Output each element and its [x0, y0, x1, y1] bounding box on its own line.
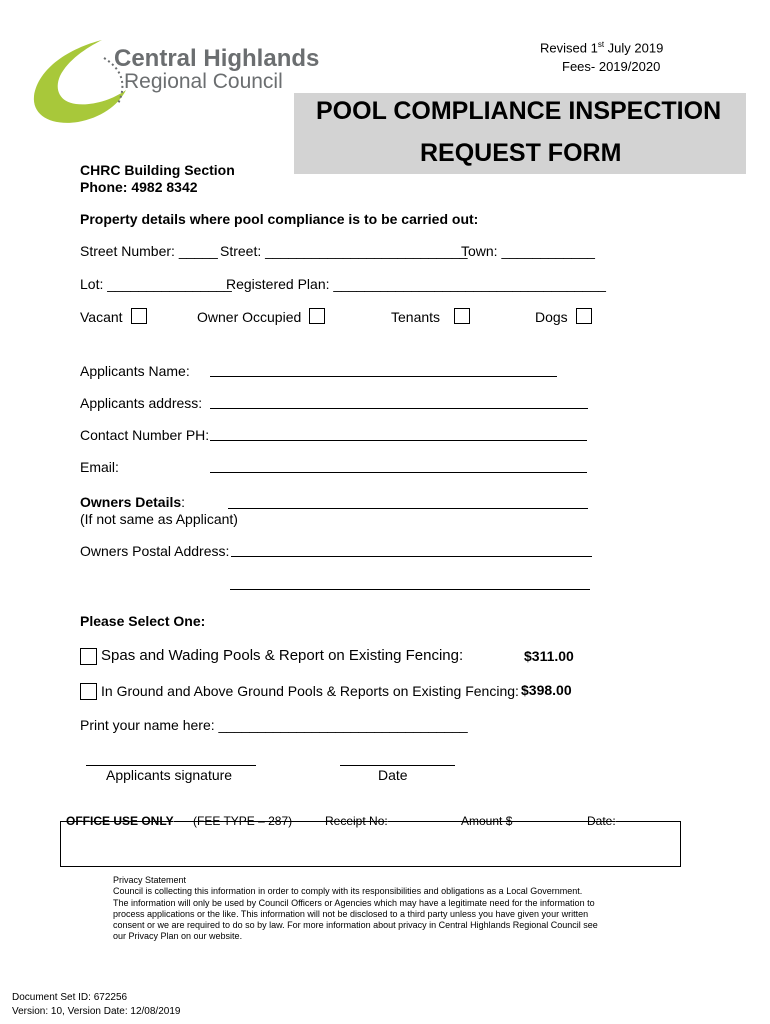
office-use-header: OFFICE USE ONLY — [66, 814, 174, 828]
office-fee-type: (FEE TYPE – 287) — [193, 814, 293, 828]
property-heading: Property details where pool compliance is to be carried out: — [80, 211, 479, 227]
inground-option-checkbox[interactable] — [80, 683, 97, 700]
dogs-label: Dogs — [535, 309, 568, 325]
privacy-line: our Privacy Plan on our website. — [113, 931, 243, 942]
contact-number-line[interactable] — [210, 440, 587, 441]
building-phone: Phone: 4982 8342 — [80, 179, 198, 195]
owners-postal-line-2[interactable] — [230, 589, 590, 590]
office-date: Date: — [587, 814, 616, 828]
privacy-line: process applications or the like. This information will not be disclosed to a third party unless you have given your written — [113, 908, 589, 919]
tenants-label: Tenants — [391, 309, 441, 325]
vacant-label: Vacant — [80, 309, 123, 325]
office-receipt: Receipt No: — [325, 814, 388, 828]
form-title-line1: POOL COMPLIANCE INSPECTION — [316, 97, 722, 125]
office-amount: Amount $ — [461, 814, 513, 828]
dogs-checkbox[interactable] — [576, 308, 592, 324]
privacy-line: consent or we are required to do so by law. For more information about privacy in Central Highlands Regional Council see — [113, 920, 598, 931]
applicant-signature-label: Applicants signature — [106, 767, 233, 783]
owners-postal-label: Owners Postal Address: — [80, 543, 230, 559]
fees-year: Fees- 2019/2020 — [562, 59, 661, 74]
street-number-field[interactable]: Street Number: _____ — [80, 243, 218, 259]
inground-option-price: $398.00 — [521, 682, 572, 698]
applicant-address-line[interactable] — [210, 408, 588, 409]
applicant-name-label: Applicants Name: — [80, 363, 190, 379]
street-field[interactable]: Street: __________________________ — [220, 243, 468, 259]
applicant-address-label: Applicants address: — [80, 395, 203, 411]
registered-plan-field[interactable]: Registered Plan: ___________________________________ — [226, 276, 606, 292]
vacant-checkbox[interactable] — [131, 308, 147, 324]
inground-option-label: In Ground and Above Ground Pools & Reports on Existing Fencing: — [101, 683, 519, 699]
email-label: Email: — [80, 459, 119, 475]
contact-number-label: Contact Number PH: — [80, 427, 210, 443]
owners-note: (If not same as Applicant) — [80, 511, 238, 527]
revision-date: Revised 1st July 2019 — [540, 40, 664, 56]
print-name-field[interactable]: Print your name here: ________________________________ — [80, 717, 468, 733]
owner-occupied-label: Owner Occupied — [197, 309, 302, 325]
form-title-line2: REQUEST FORM — [420, 139, 622, 167]
privacy-line: Council is collecting this information in order to comply with its responsibilities and obligations as a Local Government. — [113, 886, 583, 897]
privacy-line: The information will only be used by Council Officers or Agencies which may have a legitimate need for the information to — [113, 897, 595, 908]
logo-name-line2: Regional Council — [124, 70, 283, 93]
date-line[interactable] — [340, 765, 455, 766]
privacy-heading: Privacy Statement — [113, 875, 187, 885]
document-version: Version: 10, Version Date: 12/08/2019 — [12, 1006, 181, 1017]
date-label: Date — [378, 767, 408, 783]
title-box — [294, 93, 746, 174]
owner-occupied-checkbox[interactable] — [309, 308, 325, 324]
document-set-id: Document Set ID: 672256 — [12, 992, 128, 1003]
logo-name-line1: Central Highlands — [114, 45, 320, 72]
spas-option-label: Spas and Wading Pools & Report on Existing Fencing: — [101, 647, 464, 664]
tenants-checkbox[interactable] — [454, 308, 470, 324]
privacy-statement — [113, 875, 598, 943]
owners-details-line[interactable] — [228, 508, 588, 509]
select-heading: Please Select One: — [80, 613, 206, 629]
applicant-name-line[interactable] — [210, 376, 557, 377]
owners-postal-line-1[interactable] — [231, 556, 592, 557]
building-section: CHRC Building Section — [80, 162, 235, 178]
council-logo — [30, 38, 330, 128]
town-field[interactable]: Town: ____________ — [461, 243, 595, 259]
signature-line[interactable] — [86, 765, 256, 766]
owners-details-label: Owners Details: — [80, 494, 186, 510]
email-line[interactable] — [210, 472, 587, 473]
lot-field[interactable]: Lot: ________________ — [80, 276, 232, 292]
spas-option-checkbox[interactable] — [80, 648, 97, 665]
spas-option-price: $311.00 — [524, 648, 574, 664]
